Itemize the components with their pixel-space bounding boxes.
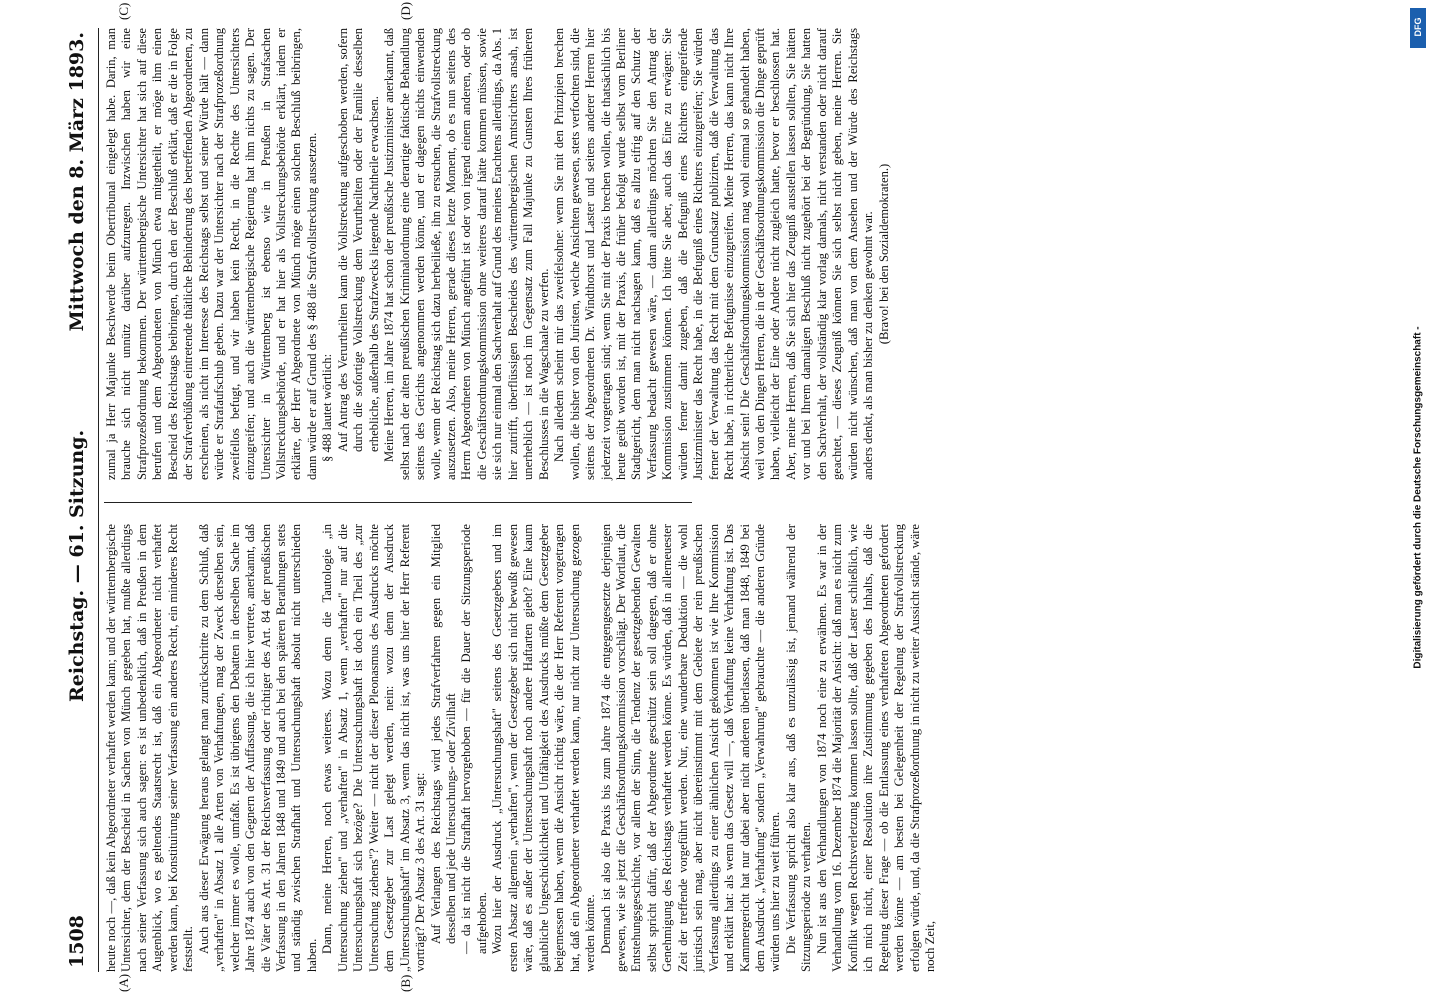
session-title: Reichstag. — 61. Sitzung. xyxy=(66,429,88,702)
session-date: Mittwoch den 8. März 1893. xyxy=(66,32,88,332)
paragraph: Dann, meine Herren, noch etwas weiteres. Wozu denn die Tautologie „in Untersuchung ziehen" und „verhaften" in Absatz 1, wenn „verhaften" nur auf die Untersuchungshaft sich bezöge? Die Untersuchungshaft ist doch ein Theil des „zur Untersuchung ziehens"? Weiter — nicht der dieser Pleonasmus des Ausdrucks möchte dem Gesetzgeber zur Last gelegt werden, nein: wozu denn der Ausdruck „Untersuchungshaft" im Absatz 3, wenn das nicht ist, was uns hier der Herr Referent vorträgt? Der Absatz 3 des Art. 31 sagt: xyxy=(320,524,428,972)
margin-marker-b: (B) xyxy=(398,974,413,992)
paragraph: Wozu hier der Ausdruck „Untersuchungshaft" seitens des Gesetzgebers und im ersten Absatz allgemein „verhaften", wenn der Gesetzgeber sich nicht bewußt gewesen wäre, daß es außer der Untersuchungshaft noch andere Haftarten giebt? Eine kaum glaubliche Ungeschicklichkeit und Unfähigkeit des Ausdrucks müßte dem Gesetzgeber beigemessen haben, wenn die Ansicht richtig wäre, die der Herr Referent vorgetragen hat, daß ein Abgeordneter verhaftet werden kann, nur nicht zur Untersuchung gezogen werden könnte. xyxy=(490,524,598,972)
digitization-sidebar xyxy=(1408,0,1428,1000)
margin-marker-a: (A) xyxy=(116,973,131,992)
left-text-column xyxy=(104,524,938,972)
paragraph: Meine Herren, im Jahre 1874 hat schon der preußische Justizminister anerkannt, daß selbst nach der alten preußischen Kriminalordnung eine derartige faktische Behandlung seitens des Gerichts angenommen werden könne, und er dagegen nichts einwenden wolle, wenn der Reichstag sich dazu herbeiließe, ihn zu ersuchen, die Strafvollstreckung auszusetzen. Also, meine Herren, gerade dieses letzte Moment, ob es nun seitens des Herrn Abgeordneten von Münch angeführt ist oder von irgend einem anderen, oder ob die Geschäftsordnungskommission ohne weiteres darauf hätte kommen müssen, sowie sie sich nur einmal den Sachverhalt auf Grund des meines Erachtens allerdings, da Abs. 1 hier zutrifft, überflüssigen Bescheides des württembergischen Amtsrichters ansah, ist unerheblich — ist noch im Gegensatz zum Fall Majunke zu Gunsten Ihres früheren Beschlusses in die Wagschaale zu werfen. xyxy=(382,28,551,480)
page-header xyxy=(58,28,99,972)
column-divider xyxy=(104,502,692,503)
page-number: 1508 xyxy=(66,915,88,968)
paragraph: § 488 lautet wörtlich: xyxy=(320,353,335,462)
dfg-logo-text: DFG xyxy=(1413,17,1423,37)
funding-note: Digitalisierung gefördert durch die Deutsche Forschungsgemeinschaft - xyxy=(1412,326,1424,669)
paragraph: Die Verfassung spricht also klar aus, daß es unzulässig ist, jemand während der Sitzungsperiode zu verhaften. xyxy=(783,524,814,972)
paragraph: Nun ist aus den Verhandlungen von 1874 noch eine zu erwähnen. Es war in der Verhandlung vom 16. Dezember 1874 die Majorität der Ansicht: daß man es nicht zum Konflikt wegen Rechtsverletzung kommen lassen sollte, daß der Laster schließlich, wie ich mich nicht, einer Resolution ihre Zustimmung gegeben des Inhalts, daß die Regelung dieser Frage — ob die Entlassung eines verhafteten Abgeordneten gefordert werden könne — am besten bei Gelegenheit der Regelung der Strafvollstreckung erfolgen würde, und, da die Strafprozeßordnung in nicht zu weiter Aussicht stände, wäre noch Zeit, xyxy=(814,524,938,972)
paragraph: heute noch —, daß kein Abgeordneter verhaftet werden kann; und der württembergische Untersichter, dem der Bescheid in Sachen von Münch gegeben hat, mußte allerdings nach seiner Verfassung sich auch sagen: es ist unbedenklich, daß in Preußen in dem Augenblick, wo es geltendes Staatsrecht ist, daß ein Abgeordneter nicht verhaftet werden kann, bei Konstituirung seiner Verfassung ein anderes Recht, ein minderes Recht feststellt. xyxy=(104,524,196,972)
applause-note: (Bravo! bei den Sozialdemokraten.) xyxy=(876,163,891,345)
paragraph: Nach alledem scheint mir das zweifelsohne: wenn Sie mit den Prinzipien brechen wollen, die bisher von den Juristen, welche Ansichten gewesen, stets verfochten sind, die seitens der Abgeordneten Dr. Windthorst und Laster und seitens anderer Herren hier jederzeit vorgetragen sind; wenn Sie mit der Praxis brechen wollen, die thatsächlich bis heute geübt worden ist, mit der Praxis, die früher befolgt wurde selbst vom Berliner Stadtgericht, dem man nicht nachsagen kann, daß es allzu eifrig auf den Schutz der Verfassung bedacht gewesen wäre, — dann allerdings möchten Sie den Antrag der Kommission zustimmen können. Ich bitte Sie aber, auch das Eine zu erwägen: Sie würden ferner damit zugeben, daß die Befugniß eines Richters eingreifende Justizminister das Recht habe, in die Befugniß eines Richters einzugreifen; Sie würden ferner der Verwaltung das Recht mit dem Grundsatz publiziren, daß die Verwaltung das Recht habe, in richterliche Befugnisse einzugreifen. Meine Herren, das kann nicht Ihre Absicht sein! Die Geschäftsordnungskommission mag wohl einmal so gehandelt haben, weil von den Dingen Herren, die in der Geschäftsordnungskommission die Dinge geprüft haben, vielleicht der Eine oder Andere nicht zugleich hatte, bevor er beschlossen hat. Aber, meine Herren, daß Sie sich hier das Zeugniß ausstellen lassen sollten, Sie hätten vor und bei Ihrem damaligen Beschluß nicht zugehört bei der Begründung, Sie hatten den Sachverhalt, der vollständig klar vorlag damals, nicht verstanden oder nicht darauf geachtet, — dieses Zeugniß können Sie sich selbst nicht geben, meine Herren. Sie würden nicht wünschen, daß man von dem Ansehen und der Würde des Reichstags anders denkt, als man bisher zu denken gewohnt war. xyxy=(552,28,876,480)
paragraph: zumal ja Herr Majunke Beschwerde beim Obertribunal eingelegt habe. Darin, man brauche sich nicht unnütz darüber aufzuregen. Inzwischen haben wir eine Strafprozeßordnung bekommen. Der württembergische Untersichter hat sich auf diese berufen und dem Abgeordneten von Münch etwa mitgetheilt, er möge ihm einen Bescheid des Reichstags beibringen, durch den der Beschluß erklärt, daß er die in Folge der Strafverbüßung eintretende thätliche Behinderung des betreffenden Abgeordneten, zu erscheinen, als nicht im Interesse des Reichstags selbst und seiner Würde hält — dann würde er Strafaufschub geben. Dazu war der Untersichter nach der Strafprozeßordnung zweifellos befugt, und wir haben kein Recht, in die Rechte des Untersichters einzugreifen; und auch die württembergische Regierung hat ihm nichts zu sagen. Der Untersichter in Württemberg ist ebenso wie in Preußen in Strafsachen Vollstreckungsbehörde, und er hat hier als Vollstreckungsbehörde erklärt, indem er erklärte, der Herr Abgeordnete von Münch möge einen solchen Beschluß beibringen, dann würde er auf Grund des § 488 die Strafvollstreckung aussetzen. xyxy=(104,28,319,480)
margin-marker-d: (D) xyxy=(398,1,413,20)
paragraph: Demnach ist also die Praxis bis zum Jahre 1874 die entgegengesetzte derjenigen gewesen, wie sie jetzt die Geschäftsordnungskommission vorschlägt. Der Wortlaut, die Entstehungsgeschichte, vor allem der Sinn, die Tendenz der gesetzgebenden Gewalten selbst spricht dafür, daß der Abgeordnete geschützt sein soll dagegen, daß er ohne Genehmigung des Reichstags verhaftet werden könne. Es würden, daß in allerneuester Zeit der treffende vorgeführt werden. Nur, eine wunderbare Deduktion — die wohl juristisch sein mag, aber nicht übereinstimmt mit dem Gebiete der rein preußischen Verfassung allerdings zu einer ähnlichen Ansicht gekommen ist wie Ihre Kommission und erklärt hat: als wenn das Gesetz will —, daß Verhaftung keine Verhaftung ist. Das Kammergericht hat nur dabei aber nicht anderen überlassen, daß man 1848, 1849 bei dem Ausdruck „Verhaftung" sondern „Verwahrung" gebrauchte — die anderen Gründe würden uns hier zu weit führen. xyxy=(598,524,783,972)
paragraph: — da ist nicht die Strafhaft hervorgehoben — für die Dauer der Sitzungsperiode aufgehoben. xyxy=(459,524,489,954)
quoted-law-text: Auf Verlangen des Reichstags wird jedes Strafverfahren gegen ein Mitglied desselben und jede Untersuchungs- oder Zivilhaft xyxy=(428,524,458,944)
quoted-law-text: Auf Antrag des Verurtheilten kann die Vollstreckung aufgeschoben werden, sofern durch die sofortige Vollstreckung dem Verurtheilten oder der Familie desselben erhebliche, außerhalb des Strafzwecks liegende Nachtheile erwachsen. xyxy=(335,28,381,452)
paragraph: Auch aus dieser Erwägung heraus gelangt man zurückschritte zu dem Schluß, daß „verhaften" in Absatz 1 alle Arten von Verhaftungen, mag der Zweck derselben sein, welcher immer es wolle, umfaßt. Es ist übrigens den Debatten in derselben Sache im Jahre 1874 auch von den Gegnern der Auffassung, die ich hier vertrete, anerkannt, daß die Väter des Art. 31 der Reichsverfassung oder richtiger des Art. 84 der preußischen Verfassung in den Jahren 1848 und 1849 und auch bei den späteren Berathungen stets und ständig zwischen Strafhaft und Untersuchungshaft absolut nicht unterschieden haben. xyxy=(196,524,319,972)
right-text-column xyxy=(104,28,891,480)
margin-marker-c: (C) xyxy=(116,2,131,20)
